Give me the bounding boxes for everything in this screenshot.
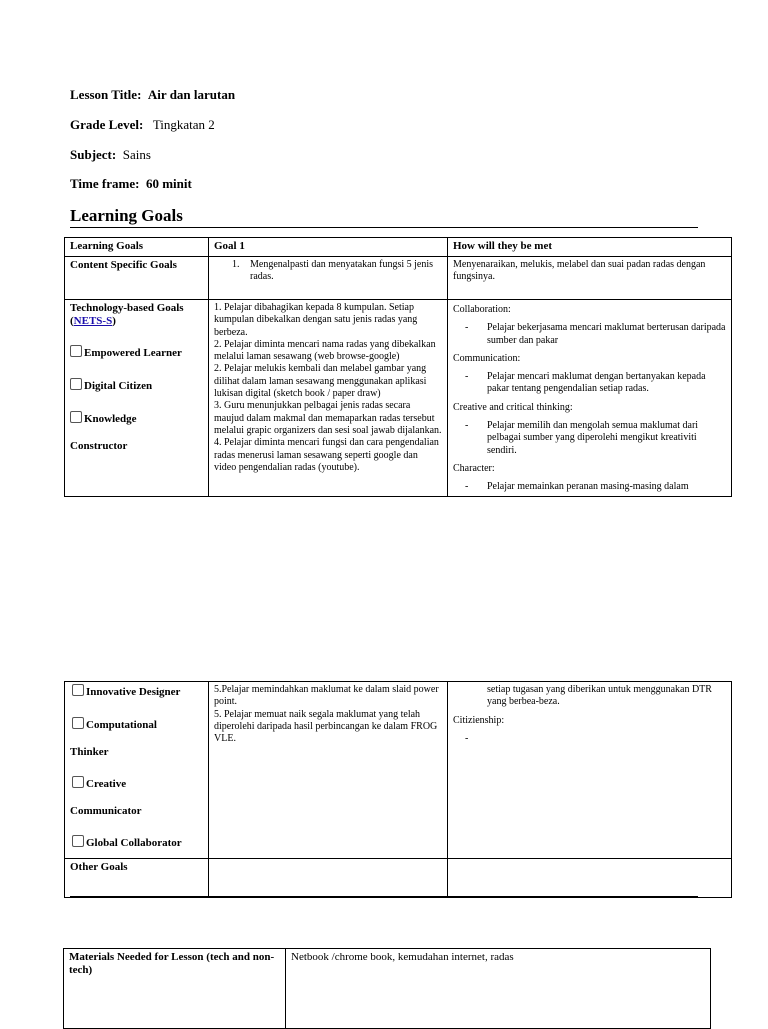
header-learning-goals: Learning Goals: [65, 238, 209, 257]
other-goals-goal-cell: [209, 859, 448, 898]
nets-innovative-designer: [72, 684, 203, 699]
nets-s-link[interactable]: NETS-S: [73, 315, 113, 327]
met-category-creative-thinking: Creative and critical thinking:: [453, 401, 573, 413]
tech-goal-line: 5.Pelajar memindahkan maklumat ke dalam slaid power point.: [214, 684, 439, 708]
nets-global-collaborator-label: Global Collaborator: [86, 837, 182, 849]
divider-line: [70, 896, 698, 897]
nets-computational: [72, 717, 203, 732]
checkbox-knowledge-constructor[interactable]: [70, 411, 82, 423]
dash-bullet: -: [465, 371, 469, 383]
content-goal-cell: [209, 257, 448, 300]
nets-global-collaborator: [72, 835, 203, 850]
tech-goal-line: 4. Pelajar diminta mencari fungsi dan cara pengendalian radas menerusi laman sesawang seperti google dan video pengendalian radas (youtube).: [214, 437, 439, 473]
materials-row: [64, 949, 711, 1029]
met-item-citizenship: [453, 733, 726, 745]
other-goals-met-cell: [448, 859, 732, 898]
checkbox-innovative-designer[interactable]: [72, 684, 84, 696]
technology-goals-label: Technology-based Goals: [70, 302, 184, 314]
technology-goal-met-cell-cont: [448, 682, 732, 859]
nets-communicator-label: Communicator: [70, 805, 142, 817]
time-frame-label: Time frame:: [70, 176, 140, 191]
content-goal-number: 1.: [232, 259, 240, 270]
checkbox-digital-citizen[interactable]: [70, 378, 82, 390]
tech-goal-line: 1. Pelajar dibahagikan kepada 8 kumpulan. Setiap kumpulan dibekalkan dengan satu jenis radas yang berbeza.: [214, 302, 418, 338]
content-goals-row: [65, 257, 732, 300]
met-category-citizenship: Citizienship:: [453, 714, 505, 726]
lesson-title-label: Lesson Title:: [70, 87, 142, 102]
dash-bullet: -: [465, 322, 469, 334]
time-frame-line: [70, 176, 192, 192]
learning-goals-table-continued: [64, 681, 732, 898]
dash-bullet: -: [465, 420, 469, 432]
nets-digital-citizen: [70, 378, 203, 393]
content-goal-item: [214, 259, 442, 284]
learning-goals-table: [64, 237, 732, 497]
nets-paren-close: ): [112, 315, 116, 327]
other-goals-row: [65, 859, 732, 898]
header-how-met: How will they be met: [448, 238, 732, 257]
checkbox-empowered-learner[interactable]: [70, 345, 82, 357]
met-item-text: Pelajar memainkan peranan masing-masing dalam: [487, 481, 689, 493]
nets-paren-open: (: [70, 315, 74, 327]
nets-creative: [72, 776, 203, 791]
header-goal-1: Goal 1: [209, 238, 448, 257]
section-title-learning-goals: Learning Goals: [70, 206, 698, 228]
lesson-title-value: Air dan larutan: [147, 87, 236, 102]
nets-empowered-learner-label: Empowered Learner: [84, 347, 182, 359]
tech-goal-line: 2. Pelajar melukis kembali dan melabel gambar yang dilihat dalam laman sesawang menggunakan aplikasi lukisan digital (sketch book / paper draw): [214, 363, 427, 400]
grade-level-label: Grade Level:: [70, 117, 144, 132]
nets-constructor-label: Constructor: [70, 440, 128, 452]
materials-table: [63, 948, 711, 1029]
content-goal-met: Menyenaraikan, melukis, melabel dan suai padan radas dengan fungsinya.: [448, 257, 732, 300]
dash-bullet: -: [465, 481, 469, 493]
met-item-text: Pelajar memilih dan mengolah semua maklumat dari pelbagai sumber yang diperolehi mengikut kreativiti sendiri.: [487, 420, 699, 456]
met-item-creative-thinking: [453, 420, 726, 457]
technology-goals-row-cont: [65, 682, 732, 859]
met-category-collaboration: Collaboration:: [453, 304, 511, 315]
materials-label: Materials Needed for Lesson (tech and non-tech): [64, 949, 286, 1029]
nets-computational-label: Computational: [86, 719, 157, 731]
tech-goal-line: 5. Pelajar memuat naik segala maklumat yang telah diperolehi daripada hasil perbincangan ke dalam FROG VLE.: [214, 708, 438, 745]
dash-bullet: -: [465, 732, 469, 744]
nets-creative-label: Creative: [86, 778, 127, 790]
technology-goal-met-cell: [448, 300, 732, 497]
met-item-communication: [453, 371, 726, 396]
technology-goals-row: [65, 300, 732, 497]
met-item-character-cont: setiap tugasan yang diberikan untuk menggunakan DTR yang berbea-beza.: [487, 684, 712, 708]
nets-list-cont: [65, 682, 209, 859]
subject-label: Subject:: [70, 147, 117, 162]
met-item-character: [453, 481, 726, 493]
technology-goals-cell: [65, 300, 209, 497]
met-item-collaboration: [453, 322, 726, 347]
met-category-communication: Communication:: [453, 352, 521, 364]
subject-value: Sains: [122, 147, 151, 162]
content-goal-text: Mengenalpasti dan menyatakan fungsi 5 jenis radas.: [250, 259, 434, 283]
materials-value: Netbook /chrome book, kemudahan internet, radas: [286, 949, 711, 1029]
met-item-text: Pelajar bekerjasama mencari maklumat berterusan daripada sumber dan pakar: [487, 322, 726, 346]
nets-link-line: [70, 315, 203, 328]
other-goals-label: Other Goals: [65, 859, 209, 898]
time-frame-value: 60 minit: [145, 176, 192, 191]
grade-level-value: Tingkatan 2: [152, 117, 215, 132]
nets-thinker-label: Thinker: [70, 746, 109, 758]
tech-goal-line: 2. Pelajar diminta mencari nama radas yang dibekalkan melalui laman sesawang (web browse-google): [214, 338, 436, 363]
table-header-row: [65, 238, 732, 257]
technology-goal-cell: [209, 300, 448, 497]
tech-goal-line: 3. Guru menunjukkan pelbagai jenis radas secara maujud dalam makmal dan memaparkan radas tersebut melalui grapic organizers dan sesi soal jawab dijalankan.: [214, 400, 442, 436]
nets-empowered-learner: [70, 345, 203, 360]
met-item-text: Pelajar mencari maklumat dengan bertanyakan kepada pakar tentang pengendalian setiap radas.: [487, 371, 706, 395]
checkbox-computational-thinker[interactable]: [72, 717, 84, 729]
checkbox-creative-communicator[interactable]: [72, 776, 84, 788]
subject-line: [70, 147, 151, 163]
lesson-title-line: [70, 87, 235, 103]
nets-knowledge-label: Knowledge: [84, 413, 137, 425]
grade-level-line: [70, 117, 215, 133]
content-goals-label: Content Specific Goals: [65, 257, 209, 300]
technology-goal-cell-cont: [209, 682, 448, 859]
nets-knowledge: [70, 411, 203, 426]
met-category-character: Character:: [453, 462, 495, 474]
checkbox-global-collaborator[interactable]: [72, 835, 84, 847]
nets-innovative-designer-label: Innovative Designer: [86, 686, 181, 698]
nets-digital-citizen-label: Digital Citizen: [84, 380, 153, 392]
